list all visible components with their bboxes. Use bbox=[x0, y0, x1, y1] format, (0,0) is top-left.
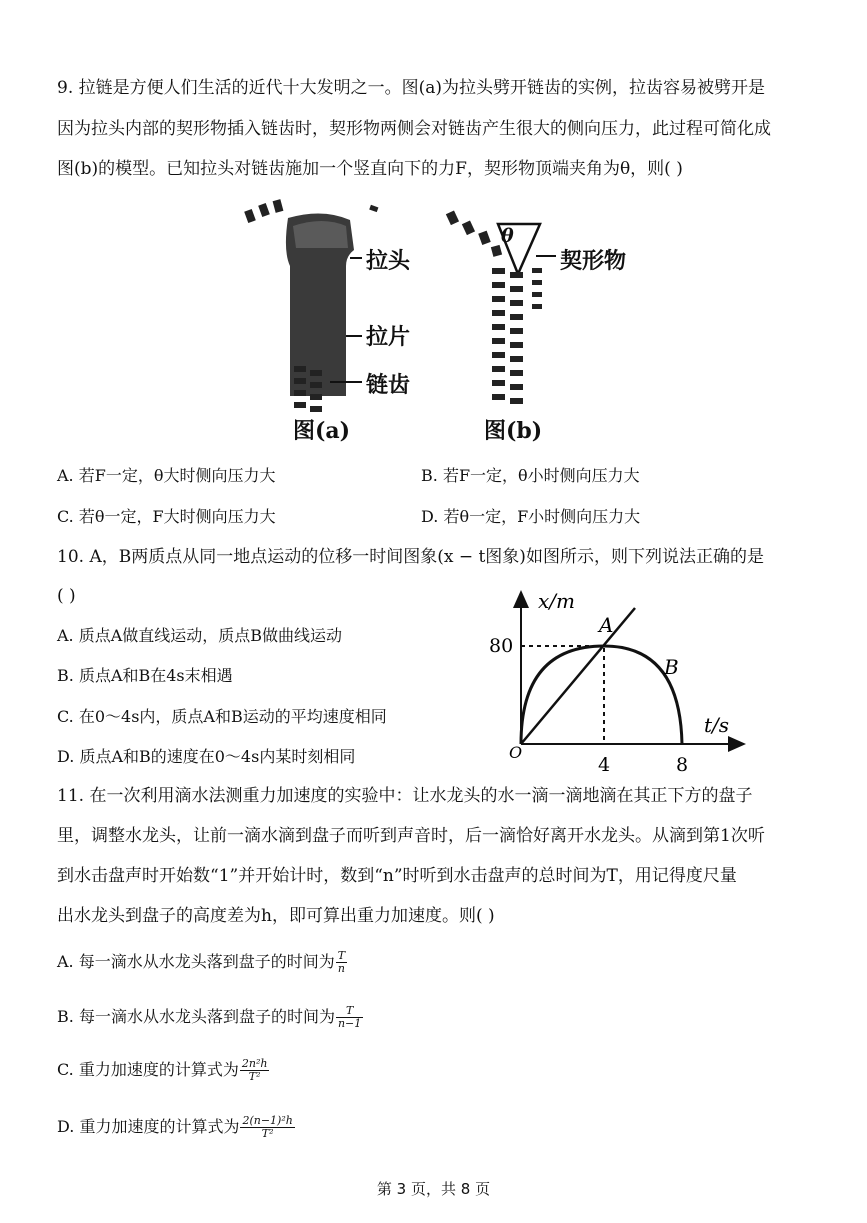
q11-line-4: 出水龙头到盘子的高度差为h，即可算出重力加速度。则( ) bbox=[57, 906, 495, 926]
curve-b-label: B bbox=[664, 655, 679, 679]
fraction-formula-d: $\frac{\text{2(n−1)²h}}{\text{T²}}$ bbox=[242, 1114, 293, 1140]
q11-line-1: 11. 在一次利用滴水法测重力加速度的实验中：让水龙头的水一滴一滴地滴在其正下方的盘子 bbox=[57, 786, 753, 806]
q10-line-1: 10. A，B两质点从同一地点运动的位移一时间图象(x − t图象)如图所示，则下列说法正确的是 bbox=[57, 547, 764, 567]
y-tick-80: 80 bbox=[489, 635, 514, 657]
q9-option-c: C. 若θ一定，F大时侧向压力大 bbox=[57, 507, 276, 526]
label-slider-head: 拉头 bbox=[366, 249, 411, 274]
q10-option-c: C. 在0～4s内，质点A和B运动的平均速度相同 bbox=[57, 707, 387, 726]
xt-graph bbox=[480, 588, 750, 778]
label-teeth: 链齿 bbox=[366, 373, 411, 398]
q11-option-b: B. 每一滴水从水龙头落到盘子的时间为 $\frac{T}{n-1}$ bbox=[57, 1004, 362, 1030]
q9-option-b: B. 若F一定，θ小时侧向压力大 bbox=[421, 466, 640, 485]
q11-option-c: C. 重力加速度的计算式为 $\frac{\text{2n²h}}{\text{T²}}$ bbox=[57, 1057, 268, 1083]
page-number-footer: 第 3 页，共 8 页 bbox=[376, 1180, 491, 1198]
q10-line-2: ( ) bbox=[57, 586, 76, 606]
fraction-t-over-n: $\frac{T}{n}$ bbox=[337, 949, 346, 975]
fraction-t-over-n-minus-1: $\frac{T}{n-1}$ bbox=[337, 1004, 362, 1030]
y-axis-label: x/m bbox=[538, 589, 575, 613]
caption-figure-a: 图(a) bbox=[293, 418, 351, 444]
caption-figure-b: 图(b) bbox=[484, 418, 543, 444]
q11-option-d: D. 重力加速度的计算式为 $\frac{\text{2(n−1)²h}}{\text{T²}}$ bbox=[57, 1114, 293, 1140]
q10-option-a: A. 质点A做直线运动，质点B做曲线运动 bbox=[57, 626, 343, 645]
point-a-label: A bbox=[599, 613, 614, 637]
x-axis-label: t/s bbox=[704, 713, 730, 737]
origin-label: O bbox=[509, 743, 523, 762]
q11-option-a: A. 每一滴水从水龙头落到盘子的时间为 $\frac{T}{n}$ bbox=[57, 949, 346, 975]
label-pull-tab: 拉片 bbox=[366, 325, 411, 350]
x-tick-8: 8 bbox=[676, 754, 689, 776]
q10-option-d: D. 质点A和B的速度在0～4s内某时刻相同 bbox=[57, 747, 356, 766]
q9-line-1: 9. 拉链是方便人们生活的近代十大发明之一。图(a)为拉头劈开链齿的实例，拉齿容易被劈开是 bbox=[57, 78, 766, 98]
label-theta: θ bbox=[501, 225, 514, 247]
figure-b-wedge bbox=[440, 196, 560, 416]
q9-line-3: 图(b)的模型。已知拉头对链齿施加一个竖直向下的力F，契形物顶端夹角为θ，则( ) bbox=[57, 159, 683, 179]
q11-line-2: 里，调整水龙头，让前一滴水滴到盘子而听到声音时，后一滴恰好离开水龙头。从滴到第1次听 bbox=[57, 826, 765, 846]
q11-line-3: 到水击盘声时开始数“1”并开始计时，数到“n”时听到水击盘声的总时间为T，用记得度尺量 bbox=[57, 866, 737, 886]
x-tick-4: 4 bbox=[598, 754, 611, 776]
q9-line-2: 因为拉头内部的契形物插入链齿时，契形物两侧会对链齿产生很大的侧向压力，此过程可简化成 bbox=[57, 119, 771, 139]
q10-option-b: B. 质点A和B在4s末相遇 bbox=[57, 666, 233, 685]
curve-b bbox=[521, 646, 682, 744]
q9-option-d: D. 若θ一定，F小时侧向压力大 bbox=[421, 507, 641, 526]
label-wedge: 契形物 bbox=[560, 249, 627, 274]
fraction-formula-c: $\frac{\text{2n²h}}{\text{T²}}$ bbox=[241, 1057, 268, 1083]
q9-option-a: A. 若F一定，θ大时侧向压力大 bbox=[57, 466, 276, 485]
